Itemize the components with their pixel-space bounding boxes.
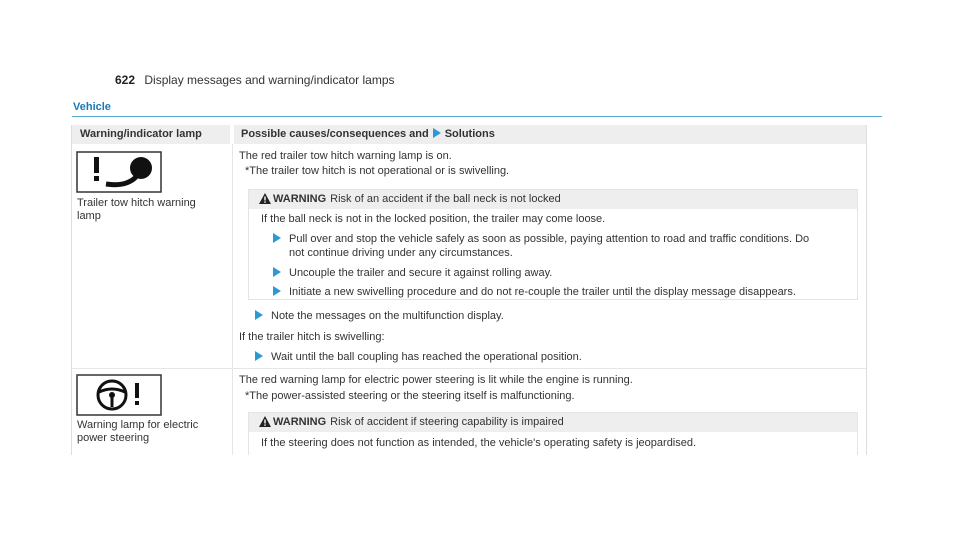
page-title: Display messages and warning/indicator lamps: [144, 73, 395, 87]
row1-step-3: [273, 285, 796, 299]
row1-step-1: [273, 232, 809, 246]
row1-warning-box: [248, 189, 858, 300]
row1-condition: If the trailer hitch is swivelling:: [239, 331, 385, 343]
page-header: [115, 73, 395, 87]
row1-step-2-text: Uncouple the trailer and secure it against rolling away.: [289, 267, 553, 279]
row2-warning-box: [248, 412, 858, 455]
warning-lamp-table: [71, 125, 867, 455]
bullet-arrow-icon: [255, 310, 263, 320]
column-header-lamp: Warning/indicator lamp: [72, 125, 230, 144]
row1-status: The red trailer tow hitch warning lamp is on.: [239, 150, 452, 162]
row1-step-1-cont: not continue driving under any circumstances.: [289, 247, 513, 259]
column-header-solutions-text: Solutions: [444, 128, 495, 140]
row2-cause: *The power-assisted steering or the steering itself is malfunctioning.: [245, 390, 575, 402]
section-title: Vehicle: [73, 101, 111, 113]
row2-warning-label: WARNING: [273, 416, 327, 428]
bullet-arrow-icon: [273, 286, 281, 296]
row1-wait-text: Wait until the ball coupling has reached the operational position.: [271, 351, 582, 363]
column-divider: [232, 144, 233, 455]
row2-warning-title: Risk of accident if steering capability is impaired: [330, 416, 564, 428]
row1-warning-label: WARNING: [273, 193, 327, 205]
trailer-hitch-lamp-label: Trailer tow hitch warning lamp: [77, 197, 196, 222]
row1-wait: [255, 350, 582, 364]
warning-triangle-icon: [259, 416, 271, 427]
column-header-causes-text: Possible causes/consequences and: [241, 128, 429, 140]
row1-note: [255, 309, 504, 323]
row2-warning-bar: [249, 413, 857, 432]
row1-note-text: Note the messages on the multifunction display.: [271, 310, 504, 322]
bullet-arrow-icon: [255, 351, 263, 361]
column-header-causes: [234, 125, 866, 144]
power-steering-lamp-label: Warning lamp for electric power steering: [77, 419, 199, 444]
bullet-arrow-icon: [273, 267, 281, 277]
row1-warning-bar: [249, 190, 857, 209]
row2-status: The red warning lamp for electric power steering is lit while the engine is running.: [239, 374, 633, 386]
bullet-arrow-icon: [273, 233, 281, 243]
row1-cause: *The trailer tow hitch is not operational or is swivelling.: [245, 165, 510, 177]
section-divider: [72, 116, 882, 117]
arrow-icon: [433, 128, 441, 138]
row2-warning-text: If the steering does not function as intended, the vehicle's operating safety is jeopardised.: [261, 437, 697, 449]
trailer-hitch-warning-icon: [76, 151, 162, 193]
row1-step-1-text: Pull over and stop the vehicle safely as soon as possible, paying attention to road and traffic conditions. Do: [289, 233, 810, 245]
power-steering-warning-icon: [76, 374, 162, 416]
row1-warning-text: If the ball neck is not in the locked position, the trailer may come loose.: [261, 213, 606, 225]
row1-warning-title: Risk of an accident if the ball neck is not locked: [330, 193, 561, 205]
row1-step-3-text: Initiate a new swivelling procedure and do not re-couple the trailer until the display message disappears.: [289, 286, 796, 298]
row-divider: [72, 368, 866, 369]
page-number: 622: [115, 73, 136, 87]
row1-step-2: [273, 266, 552, 280]
warning-triangle-icon: [259, 193, 271, 204]
